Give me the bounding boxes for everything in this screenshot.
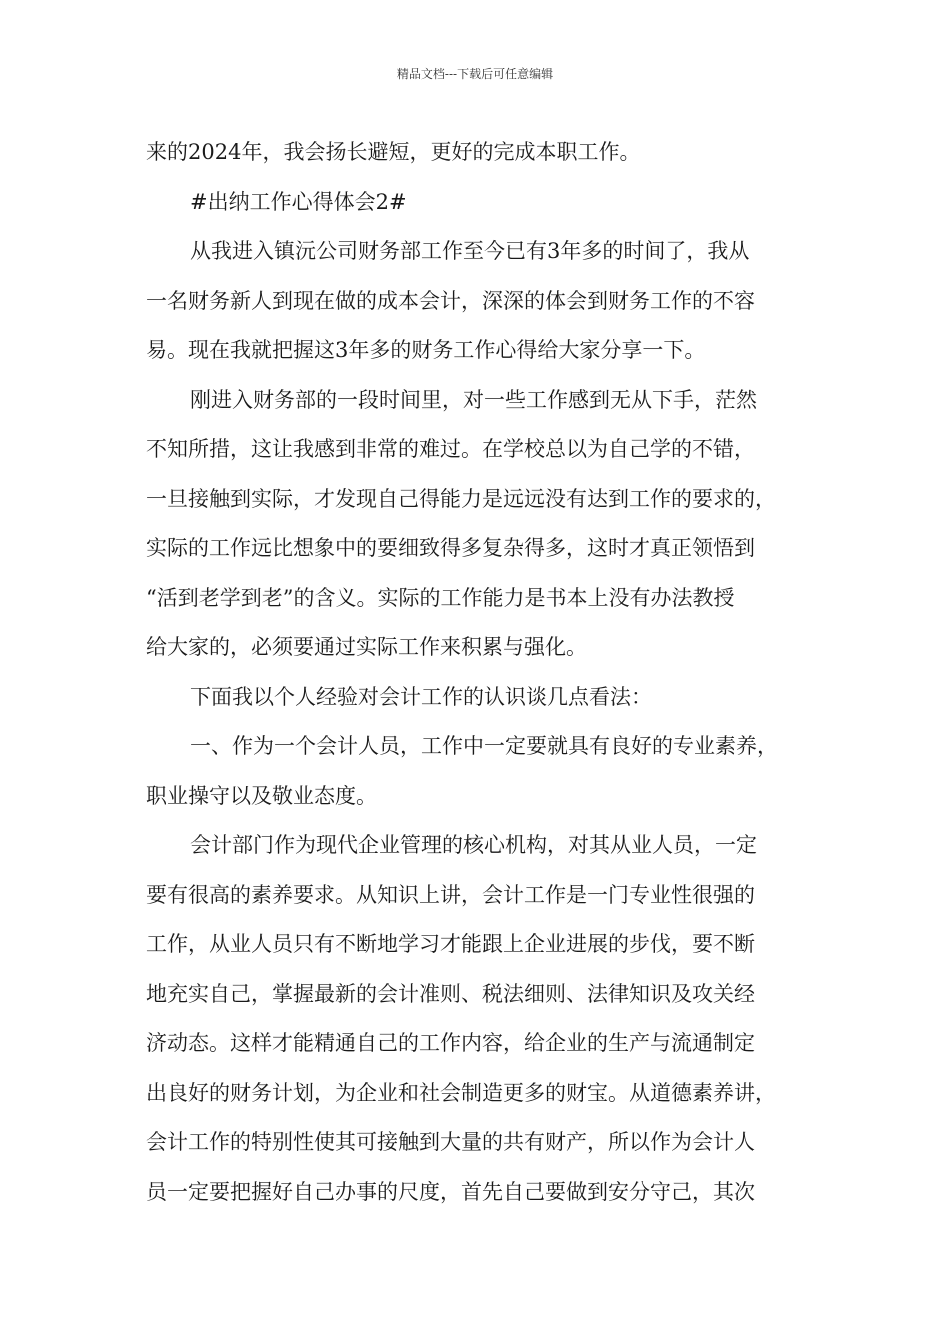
- text-line: 一旦接触到实际，才发现自己得能力是远远没有达到工作的要求的，: [146, 486, 776, 511]
- text-line: 下面我以个人经验对会计工作的认识谈几点看法：: [190, 684, 652, 709]
- text-line: 会计部门作为现代企业管理的核心机构，对其从业人员，一定: [190, 833, 757, 857]
- text-line: 从我进入镇沅公司财务部工作至今已有3年多的时间了，我从: [190, 239, 750, 263]
- text-line: 地充实自己，掌握最新的会计准则、税法细则、法律知识及攻关经: [146, 981, 755, 1006]
- text-line: 一、作为一个会计人员，工作中一定要就具有良好的专业素养，: [190, 734, 778, 758]
- text-line: 出良好的财务计划，为企业和社会制造更多的财宝。从道德素养讲，: [146, 1080, 776, 1105]
- text-line: 会计工作的特别性使其可接触到大量的共有财产，所以作为会计人: [146, 1130, 755, 1154]
- text-line: 易。现在我就把握这3年多的财务工作心得给大家分享一下。: [146, 338, 706, 362]
- text-line: 职业操守以及敬业态度。: [146, 783, 377, 808]
- text-line: 不知所措，这让我感到非常的难过。在学校总以为自己学的不错，: [146, 437, 755, 461]
- text-line: 要有很高的素养要求。从知识上讲，会计工作是一门专业性很强的: [146, 882, 755, 907]
- text-line: 一名财务新人到现在做的成本会计，深深的体会到财务工作的不容: [146, 288, 755, 313]
- text-line: 来的2024年，我会扬长避短，更好的完成本职工作。: [146, 140, 641, 164]
- text-line: 刚进入财务部的一段时间里，对一些工作感到无从下手，茫然: [190, 387, 757, 412]
- text-line: 济动态。这样才能精通自己的工作内容，给企业的生产与流通制定: [146, 1031, 755, 1055]
- page-header: 精品文档---下载后可任意编辑: [396, 67, 554, 81]
- text-line: 给大家的，必须要通过实际工作来积累与强化。: [146, 635, 587, 659]
- text-line: “活到老学到老”的含义。实际的工作能力是书本上没有办法教授: [146, 585, 735, 610]
- text-line: 员一定要把握好自己办事的尺度，首先自己要做到安分守己，其次: [146, 1179, 755, 1204]
- text-line: 实际的工作远比想象中的要细致得多复杂得多，这时才真正领悟到: [146, 536, 755, 560]
- text-line: 工作，从业人员只有不断地学习才能跟上企业进展的步伐，要不断: [146, 932, 755, 956]
- section-heading: #出纳工作心得体会2#: [190, 189, 407, 214]
- document-body: [146, 128, 826, 1217]
